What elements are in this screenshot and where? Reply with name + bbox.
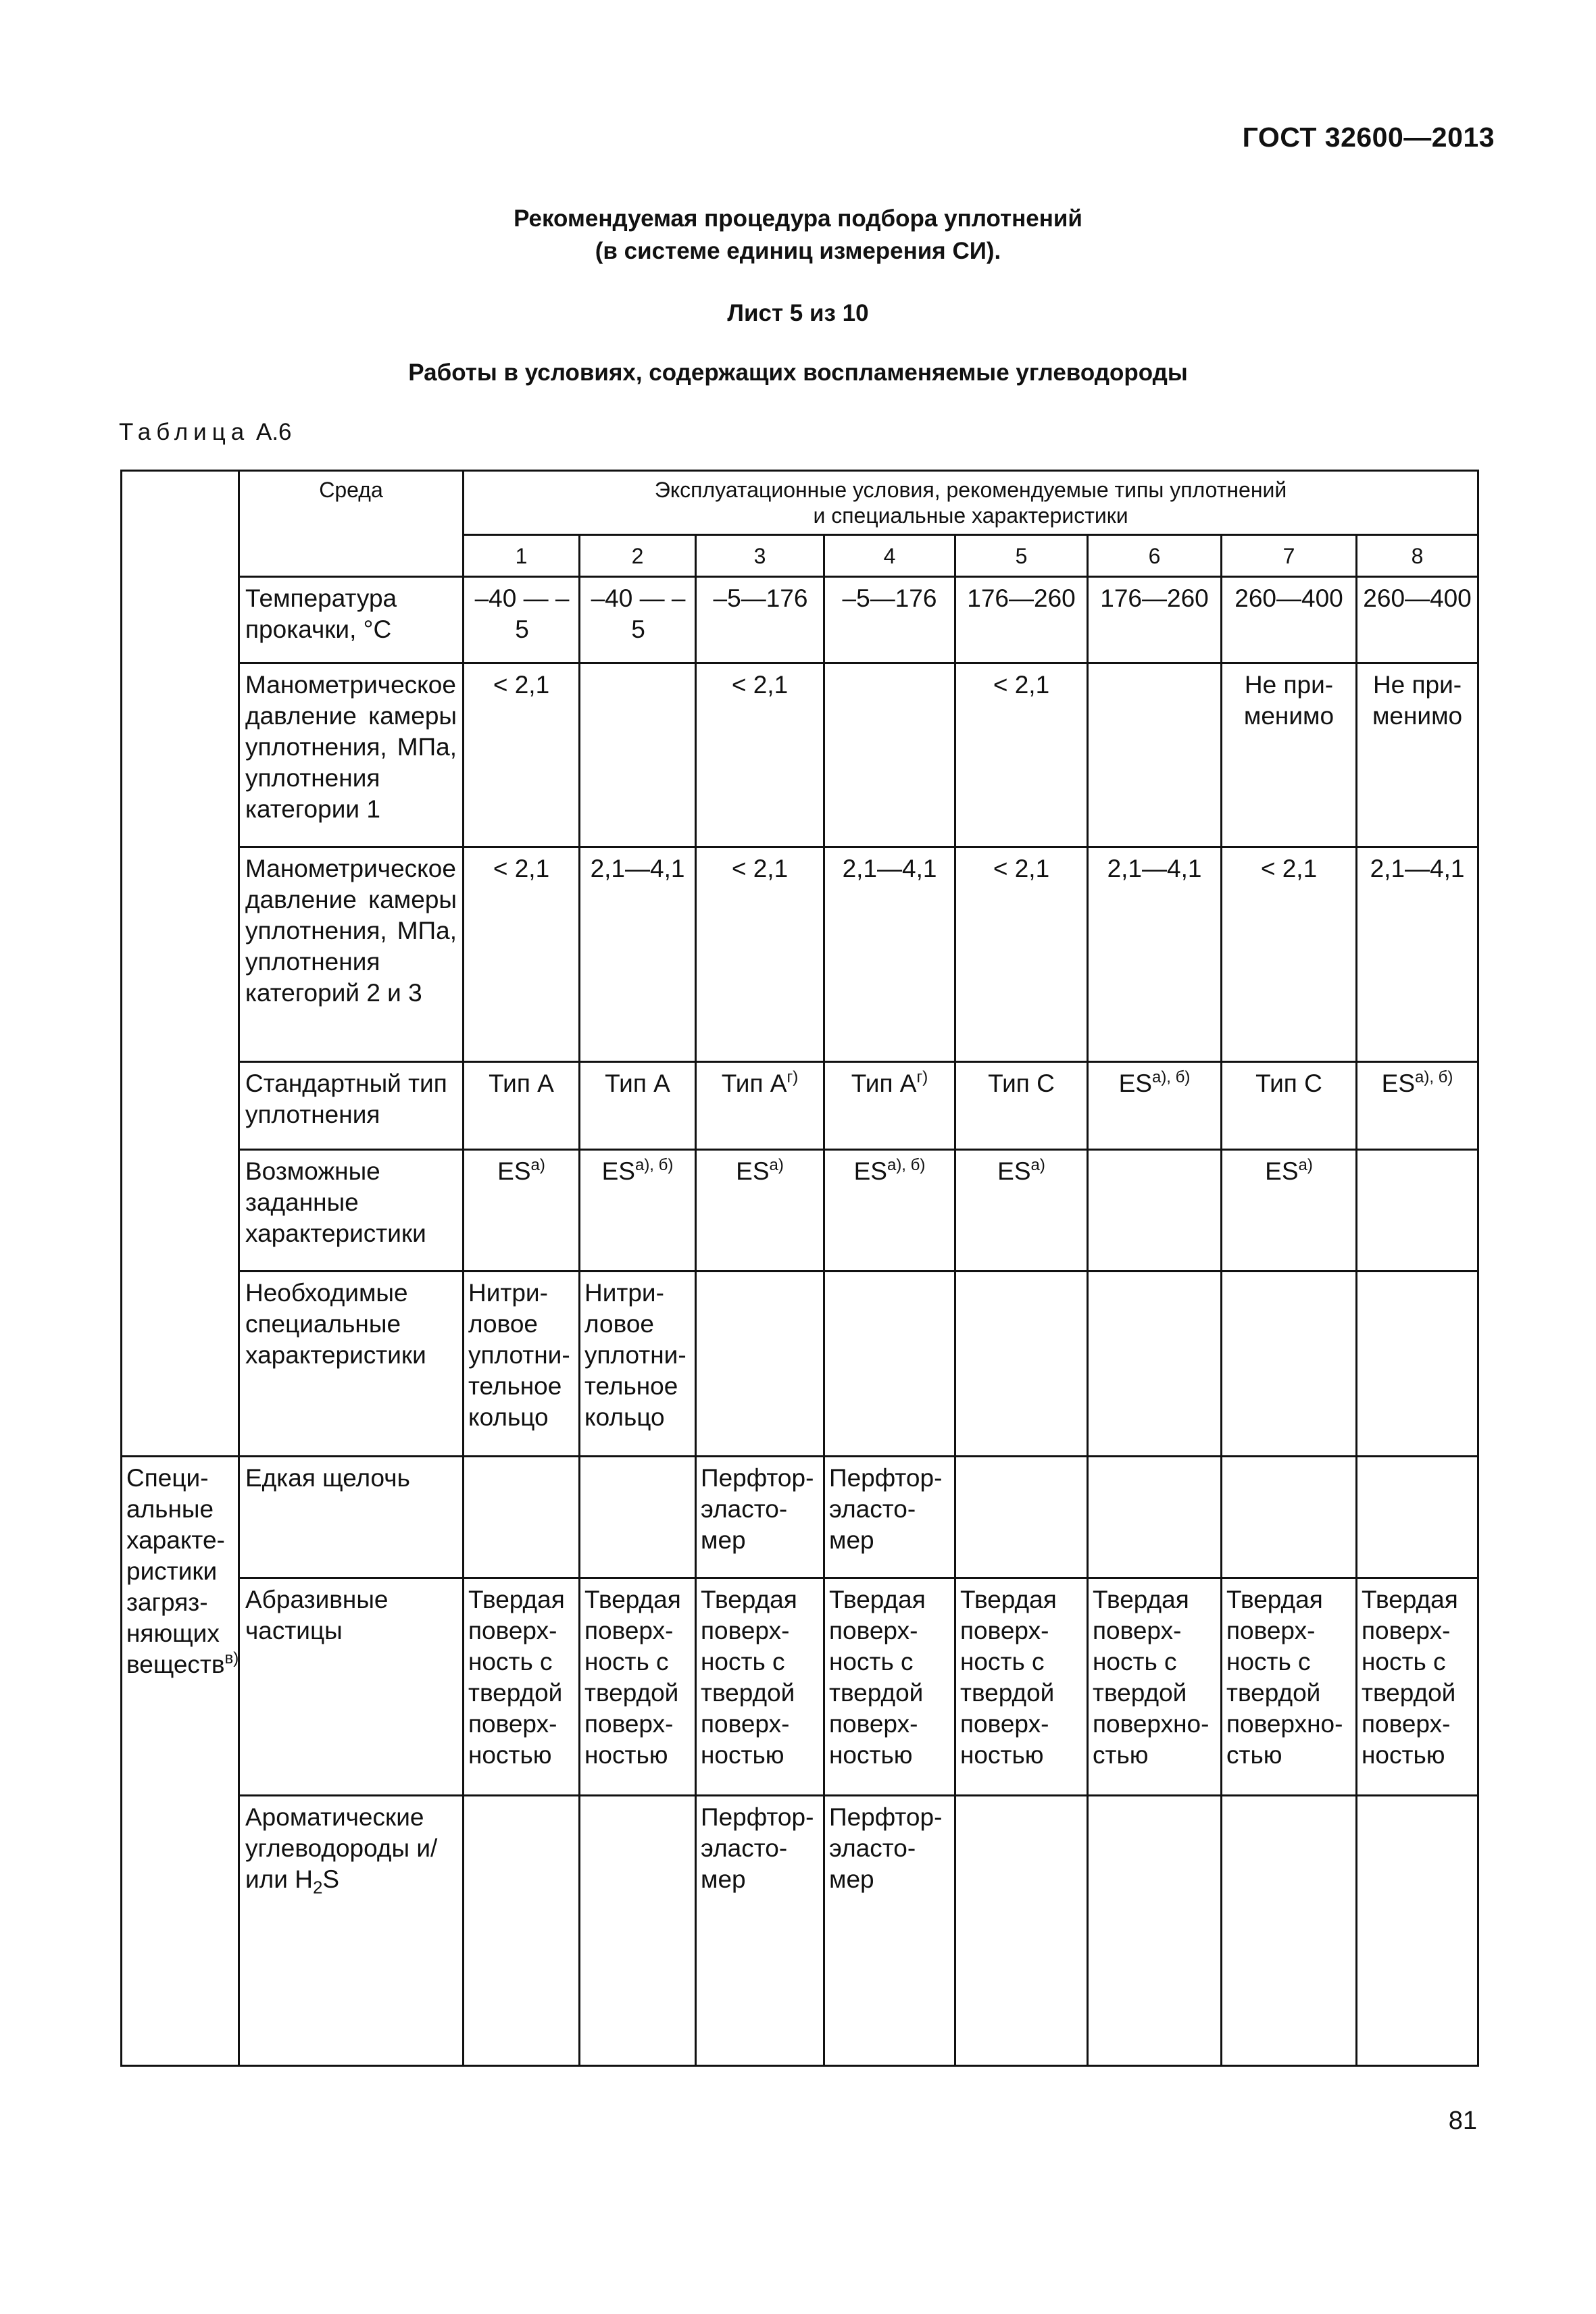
table-row-possible-characteristics: [122, 1150, 1478, 1272]
group-label-cell: [122, 1457, 239, 2066]
table-cell: [1088, 1062, 1222, 1150]
table-cell: [464, 1062, 580, 1150]
medium-header: Среда: [239, 471, 464, 577]
seal-selection-table: [120, 470, 1479, 2067]
table-cell: [955, 1272, 1088, 1457]
column-number: 7: [1222, 535, 1357, 577]
cell-value: ES: [601, 1157, 635, 1185]
table-cell: Перфтор-эласто-мер: [696, 1796, 824, 2066]
row-label: Возможные заданные характеристики: [239, 1150, 464, 1272]
cell-value: Тип А: [605, 1070, 670, 1097]
cell-value: ES: [1381, 1070, 1415, 1097]
table-label-id: А.6: [255, 419, 292, 445]
table-cell: < 2,1: [1222, 847, 1357, 1062]
table-row-caustic: [122, 1457, 1478, 1578]
table-cell: [1222, 1796, 1357, 2066]
table-cell: < 2,1: [464, 663, 580, 847]
column-number: 3: [696, 535, 824, 577]
row-label: Манометрическое давление камеры уплотнения, МПа, уплотнения категорий 2 и 3: [239, 847, 464, 1062]
footnote-ref: г): [787, 1068, 799, 1086]
table-cell: 260—400: [1222, 577, 1357, 663]
table-cell: < 2,1: [696, 663, 824, 847]
table-cell: [1088, 663, 1222, 847]
row-label-text: Ароматические углеводороды и/или H: [245, 1803, 438, 1893]
table-label: [119, 419, 292, 446]
table-cell: Перфтор-эласто-мер: [824, 1796, 955, 2066]
footnote-ref: а): [530, 1156, 545, 1174]
cell-value: Тип С: [988, 1070, 1055, 1097]
table-cell: [1222, 1150, 1357, 1272]
table-cell: 176—260: [1088, 577, 1222, 663]
table-cell: [1357, 1272, 1478, 1457]
table-cell: Перфтор-эласто-мер: [696, 1457, 824, 1578]
cell-value: Тип С: [1255, 1070, 1322, 1097]
page-number: 81: [1448, 2107, 1477, 2135]
table-cell: [824, 1062, 955, 1150]
document-title-line-1: Рекомендуемая процедура подбора уплотнений: [514, 205, 1082, 232]
table-cell: [696, 1150, 824, 1272]
table-cell: [696, 1062, 824, 1150]
column-number: 5: [955, 535, 1088, 577]
document-title-line-2: (в системе единиц измерения СИ).: [595, 238, 1001, 264]
footnote-ref: а), б): [1151, 1068, 1191, 1086]
table-cell: [824, 1272, 955, 1457]
table-cell: 260—400: [1357, 577, 1478, 663]
table-cell: 2,1—4,1: [580, 847, 696, 1062]
table-cell: [1357, 1457, 1478, 1578]
table-cell: Твердая поверх-ность с твердой поверх-ностью: [824, 1578, 955, 1796]
column-number: 2: [580, 535, 696, 577]
table-cell: 2,1—4,1: [1357, 847, 1478, 1062]
section-subtitle: Работы в условиях, содержащих воспламеняемые углеводороды: [408, 359, 1188, 386]
footnote-ref: а): [1298, 1156, 1313, 1174]
table-row-temperature: [122, 577, 1478, 663]
table-row-pressure-category-1: [122, 663, 1478, 847]
group-blank-cell: [122, 471, 239, 1457]
conditions-header-line-2: и специальные характеристики: [813, 503, 1128, 528]
standard-code: ГОСТ 32600—2013: [1242, 122, 1495, 153]
table-cell: [955, 1796, 1088, 2066]
table-cell: 176—260: [955, 577, 1088, 663]
column-number: 8: [1357, 535, 1478, 577]
cell-value: ES: [497, 1157, 531, 1185]
table-cell: [464, 1796, 580, 2066]
table-cell: [696, 1272, 824, 1457]
row-label: Температура прокачки, °С: [239, 577, 464, 663]
conditions-header-line-1: Эксплуатационные условия, рекомендуемые типы уплотнений: [654, 478, 1287, 502]
table-cell: [1088, 1150, 1222, 1272]
cell-value: Тип А: [851, 1070, 917, 1097]
table-cell: < 2,1: [696, 847, 824, 1062]
cell-value: ES: [853, 1157, 887, 1185]
table-cell: [1088, 1272, 1222, 1457]
table-cell: [1088, 1457, 1222, 1578]
table-cell: –40 — –5: [464, 577, 580, 663]
table-cell: Твердая поверх-ность с твердой поверх-ностью: [580, 1578, 696, 1796]
table-row-pressure-category-2-3: [122, 847, 1478, 1062]
table-cell: Твердая поверх-ность с твердой поверх-ностью: [464, 1578, 580, 1796]
footnote-ref: а), б): [1415, 1068, 1453, 1086]
cell-value: Тип А: [489, 1070, 554, 1097]
column-number: 6: [1088, 535, 1222, 577]
header-row-1: [122, 471, 1478, 535]
table-label-prefix: Таблица: [119, 419, 250, 445]
table-cell: [1088, 1796, 1222, 2066]
footnote-ref: в): [224, 1649, 239, 1667]
table-cell: [1222, 1457, 1357, 1578]
table-row-required-characteristics: [122, 1272, 1478, 1457]
table-cell: Перфтор-эласто-мер: [824, 1457, 955, 1578]
table-cell: [824, 1150, 955, 1272]
table-cell: [1357, 1796, 1478, 2066]
table-cell: [580, 1457, 696, 1578]
row-label: Необходимые специальные характеристики: [239, 1272, 464, 1457]
footnote-ref: а), б): [634, 1156, 674, 1174]
row-label: Манометрическое давление камеры уплотнения, МПа, уплотнения категории 1: [239, 663, 464, 847]
sheet-number: Лист 5 из 10: [727, 300, 869, 326]
table-cell: < 2,1: [464, 847, 580, 1062]
table-cell: [1222, 1272, 1357, 1457]
table-cell: –5—176: [696, 577, 824, 663]
cell-value: ES: [736, 1157, 770, 1185]
row-label-suffix: S: [322, 1865, 340, 1893]
conditions-header: [464, 471, 1478, 535]
row-label-subscript: 2: [312, 1877, 323, 1898]
table-cell: [580, 663, 696, 847]
table-cell: [464, 1150, 580, 1272]
table-cell: [1222, 1062, 1357, 1150]
footnote-ref: а): [1030, 1156, 1045, 1174]
table-cell: [464, 1457, 580, 1578]
table-cell: –40 — –5: [580, 577, 696, 663]
table-row-standard-type: [122, 1062, 1478, 1150]
table-cell: [955, 1150, 1088, 1272]
column-number: 1: [464, 535, 580, 577]
table-cell: [1357, 1150, 1478, 1272]
table-cell: < 2,1: [955, 663, 1088, 847]
table-cell: [580, 1796, 696, 2066]
table-cell: 2,1—4,1: [824, 847, 955, 1062]
table-cell: Нитри-ловое уплотни-тельное кольцо: [580, 1272, 696, 1457]
cell-value: ES: [997, 1157, 1031, 1185]
cell-value: ES: [1265, 1157, 1299, 1185]
table-row-aromatic: [122, 1796, 1478, 2066]
table-cell: [955, 1062, 1088, 1150]
table-cell: 2,1—4,1: [1088, 847, 1222, 1062]
column-number: 4: [824, 535, 955, 577]
footnote-ref: а): [769, 1156, 784, 1174]
footnote-ref: г): [916, 1068, 928, 1086]
row-label: [239, 1796, 464, 2066]
table-cell: Не при-менимо: [1222, 663, 1357, 847]
cell-value: Тип А: [721, 1070, 787, 1097]
table-cell: Твердая поверх-ность с твердой поверх-ностью: [955, 1578, 1088, 1796]
table-cell: Твердая поверх-ность с твердой поверх-ностью: [696, 1578, 824, 1796]
table-cell: [824, 663, 955, 847]
table-cell: Нитри-ловое уплотни-тельное кольцо: [464, 1272, 580, 1457]
cell-value: ES: [1118, 1070, 1152, 1097]
footnote-ref: а), б): [887, 1156, 926, 1174]
table-cell: Твердая поверх-ность с твердой поверхно-стью: [1222, 1578, 1357, 1796]
table-cell: –5—176: [824, 577, 955, 663]
table-cell: [580, 1062, 696, 1150]
table-cell: Твердая поверх-ность с твердой поверхно-стью: [1088, 1578, 1222, 1796]
table-cell: Не при-менимо: [1357, 663, 1478, 847]
table-cell: [1357, 1062, 1478, 1150]
table-row-abrasive: [122, 1578, 1478, 1796]
row-label: Стандартный тип уплотнения: [239, 1062, 464, 1150]
table-cell: [580, 1150, 696, 1272]
table-cell: < 2,1: [955, 847, 1088, 1062]
table-cell: Твердая поверх-ность с твердой поверх-ностью: [1357, 1578, 1478, 1796]
row-label: Абразивные частицы: [239, 1578, 464, 1796]
table-cell: [955, 1457, 1088, 1578]
group-label: Специ-альные характе-ристики загряз-няющих веществ: [126, 1464, 225, 1678]
row-label: Едкая щелочь: [239, 1457, 464, 1578]
